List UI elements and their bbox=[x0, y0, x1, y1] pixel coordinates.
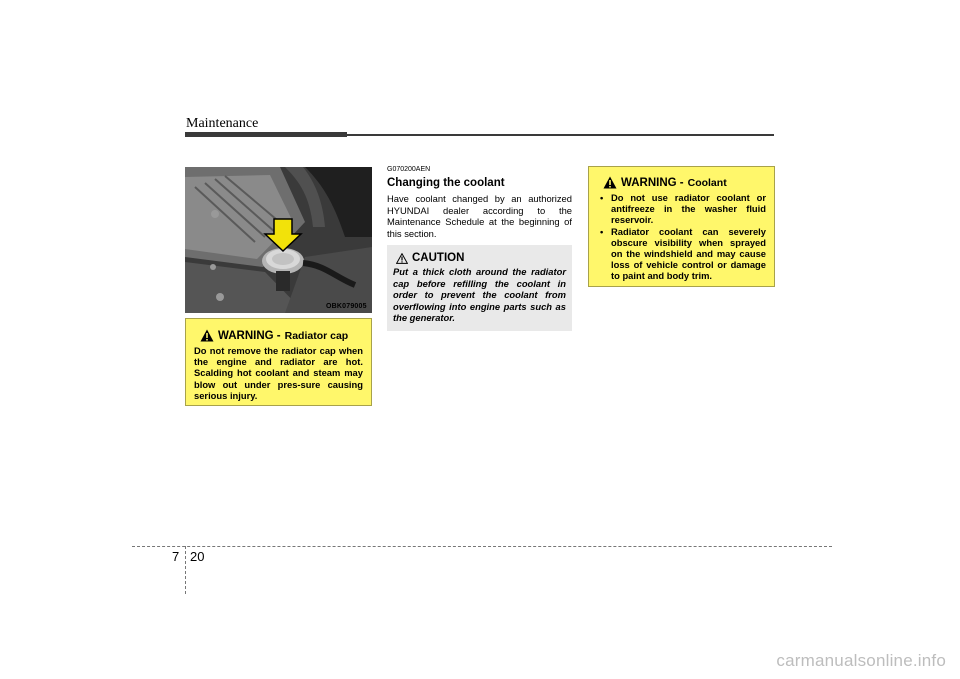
chapter-number: 7 bbox=[172, 549, 180, 564]
header-rule-thin bbox=[347, 134, 774, 136]
warning-coolant-list bbox=[597, 192, 766, 282]
warning-label: WARNING - bbox=[621, 176, 684, 189]
warning-label: WARNING - bbox=[218, 329, 281, 342]
caution-heading bbox=[393, 252, 566, 264]
figure-code: OBK079005 bbox=[326, 303, 367, 310]
warning-triangle-icon bbox=[200, 329, 214, 342]
section-title: Changing the coolant bbox=[387, 177, 505, 189]
section-body: Have coolant changed by an authorized HYUNDAI dealer according to the Maintenance Schedule at the beginning of this section. bbox=[387, 193, 572, 239]
warning-coolant-heading bbox=[597, 176, 766, 189]
engine-bay-photo bbox=[185, 167, 372, 313]
caution-box bbox=[387, 245, 572, 331]
caution-label: CAUTION bbox=[412, 252, 465, 264]
list-item: • Radiator coolant can severely obscure visibility when sprayed on the windshield and may cause loss of vehicle control or damage to paint and body trim. bbox=[600, 225, 766, 282]
footer-divider bbox=[132, 546, 832, 547]
warning-coolant-box bbox=[588, 166, 775, 287]
page-number: 20 bbox=[190, 549, 205, 564]
caution-triangle-icon bbox=[396, 253, 408, 264]
list-item: • Do not use radiator coolant or antifreeze in the washer fluid reservoir. bbox=[600, 192, 766, 226]
watermark: carmanualsonline.info bbox=[776, 651, 946, 670]
footer-vertical-divider bbox=[185, 546, 186, 594]
section-code: G070200AEN bbox=[387, 166, 431, 173]
page-header-title: Maintenance bbox=[186, 116, 259, 131]
warning-radiator-text: Do not remove the radiator cap when the engine and radiator are hot. Scalding hot coolant and steam may blow out under pres-sure causing serious injury. bbox=[194, 345, 363, 401]
header-rule-thick bbox=[185, 132, 347, 137]
warning-radiator-heading bbox=[194, 329, 363, 342]
warning-subject: Radiator cap bbox=[284, 329, 349, 342]
warning-subject: Coolant bbox=[687, 176, 727, 189]
warning-radiator-cap-box bbox=[185, 318, 372, 406]
warning-triangle-icon bbox=[603, 176, 617, 189]
caution-text: Put a thick cloth around the radiator cap before refilling the coolant in order to prevent the coolant from overflowing into engine parts such as the generator. bbox=[393, 266, 566, 324]
